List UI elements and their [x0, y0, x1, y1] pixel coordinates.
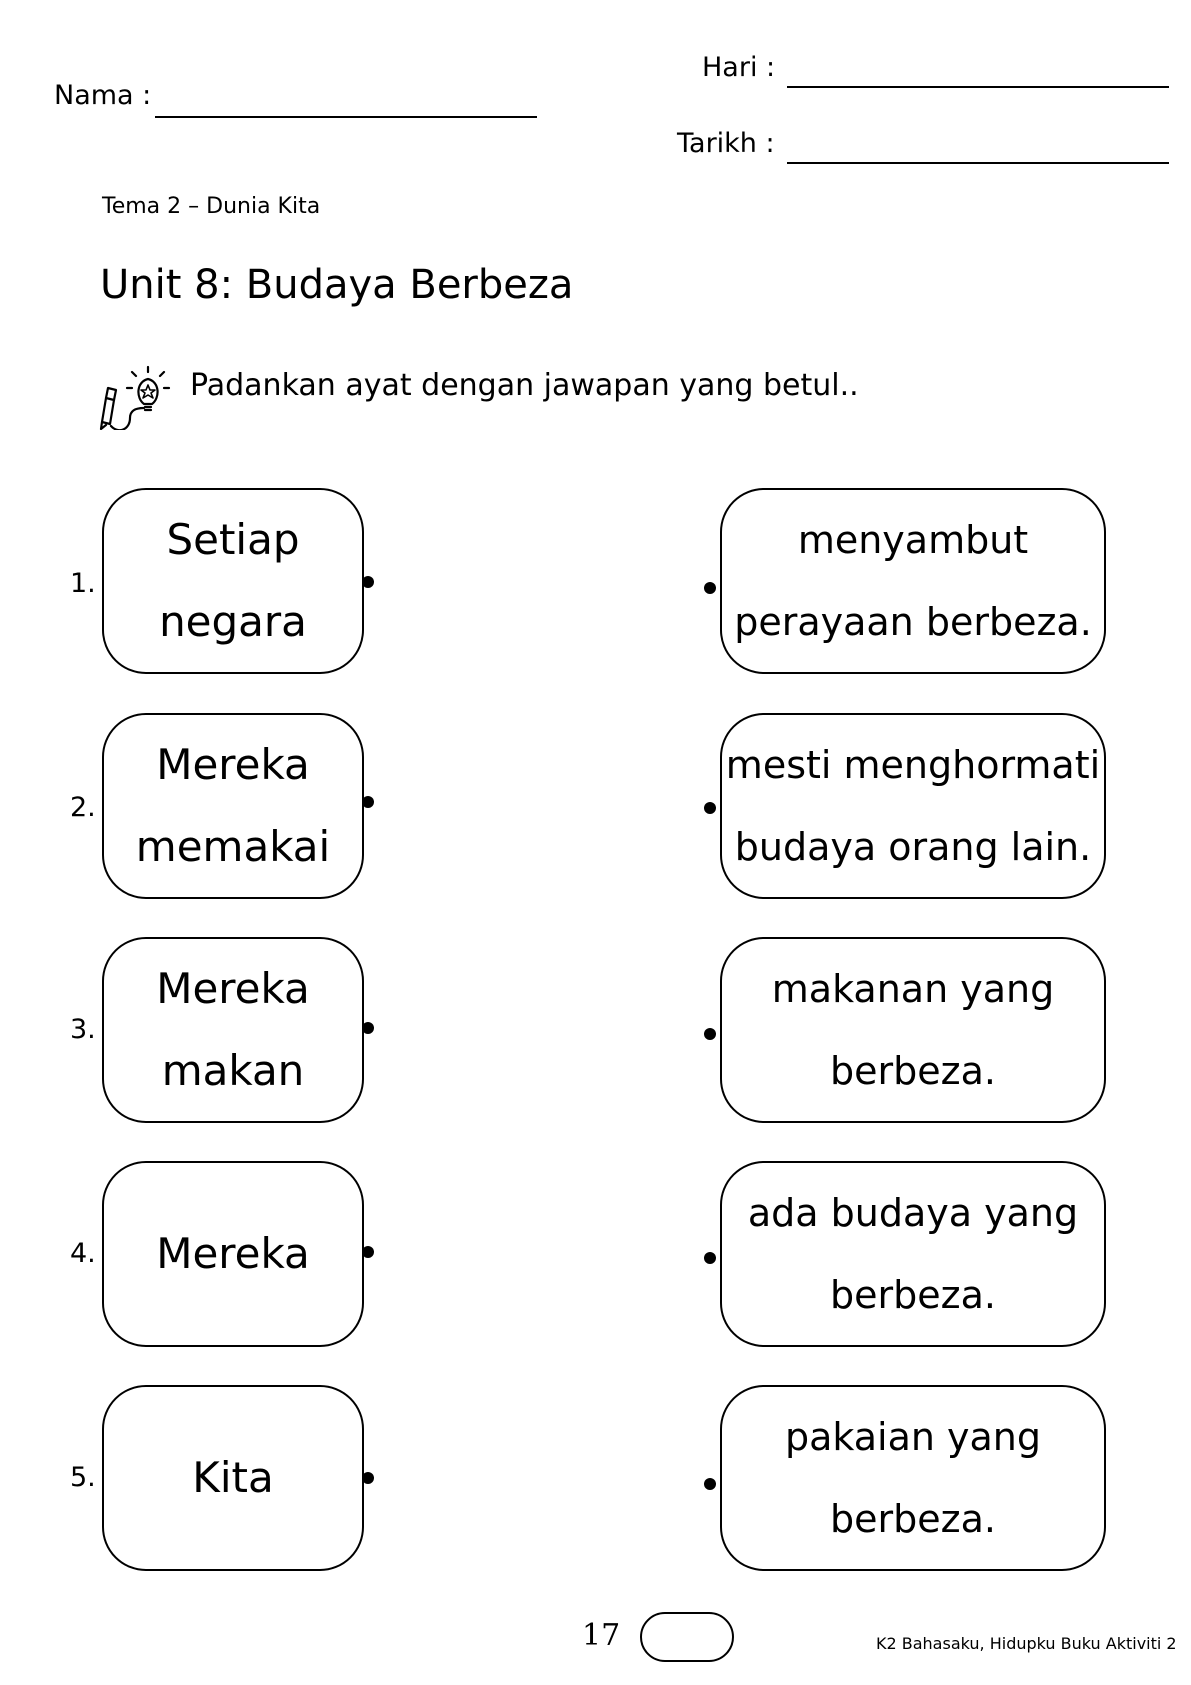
- date-field[interactable]: [787, 162, 1169, 164]
- left-box-4: [102, 1161, 364, 1347]
- name-label: Nama :: [54, 80, 152, 111]
- right-box-text: mesti menghormati: [725, 743, 1101, 787]
- item-number: 3.: [70, 1014, 96, 1045]
- match-dot-right-3[interactable]: [704, 1028, 716, 1040]
- match-dot-left-3[interactable]: [362, 1022, 374, 1034]
- right-box-1: [720, 488, 1106, 674]
- right-box-text: menyambut: [797, 518, 1029, 562]
- page-number: 17: [582, 1618, 621, 1653]
- match-dot-right-5[interactable]: [704, 1478, 716, 1490]
- match-dot-left-2[interactable]: [362, 796, 374, 808]
- right-box-4: [720, 1161, 1106, 1347]
- item-number: 2.: [70, 792, 96, 823]
- item-number: 4.: [70, 1238, 96, 1269]
- day-label: Hari :: [702, 52, 776, 83]
- unit-title: Unit 8: Budaya Berbeza: [100, 262, 574, 308]
- match-dot-left-5[interactable]: [362, 1472, 374, 1484]
- book-title: K2 Bahasaku, Hidupku Buku Aktiviti 2: [876, 1634, 1177, 1653]
- left-box-1: [102, 488, 364, 674]
- left-box-3: [102, 937, 364, 1123]
- right-box-text: makanan yang: [771, 967, 1055, 1011]
- instruction-text: Padankan ayat dengan jawapan yang betul..: [190, 368, 859, 403]
- name-field[interactable]: [155, 116, 537, 118]
- right-box-text: budaya orang lain.: [734, 825, 1092, 869]
- match-dot-right-4[interactable]: [704, 1252, 716, 1264]
- right-box-text: ada budaya yang: [747, 1191, 1079, 1235]
- right-box-text: berbeza.: [830, 1497, 996, 1541]
- left-box-2: [102, 713, 364, 899]
- left-box-text: Mereka: [156, 1229, 310, 1278]
- left-box-text: makan: [161, 1046, 305, 1095]
- right-box-text: berbeza.: [830, 1273, 996, 1317]
- right-box-3: [720, 937, 1106, 1123]
- match-dot-right-1[interactable]: [704, 582, 716, 594]
- right-box-text: pakaian yang: [784, 1415, 1042, 1459]
- right-box-text: perayaan berbeza.: [734, 600, 1092, 644]
- item-number: 5.: [70, 1462, 96, 1493]
- pencil-lightbulb-icon: [96, 352, 176, 430]
- left-box-text: negara: [159, 597, 307, 646]
- left-box-text: memakai: [135, 822, 331, 871]
- match-dot-left-1[interactable]: [362, 576, 374, 588]
- score-oval[interactable]: [640, 1612, 734, 1662]
- date-label: Tarikh :: [677, 128, 775, 159]
- day-field[interactable]: [787, 86, 1169, 88]
- right-box-text: berbeza.: [830, 1049, 996, 1093]
- left-box-text: Mereka: [156, 964, 310, 1013]
- left-box-text: Mereka: [156, 740, 310, 789]
- item-number: 1.: [70, 568, 96, 599]
- theme-label: Tema 2 – Dunia Kita: [102, 194, 321, 219]
- match-dot-left-4[interactable]: [362, 1246, 374, 1258]
- match-dot-right-2[interactable]: [704, 802, 716, 814]
- right-box-5: [720, 1385, 1106, 1571]
- left-box-text: Kita: [192, 1453, 274, 1502]
- left-box-5: [102, 1385, 364, 1571]
- right-box-2: [720, 713, 1106, 899]
- left-box-text: Setiap: [166, 515, 300, 564]
